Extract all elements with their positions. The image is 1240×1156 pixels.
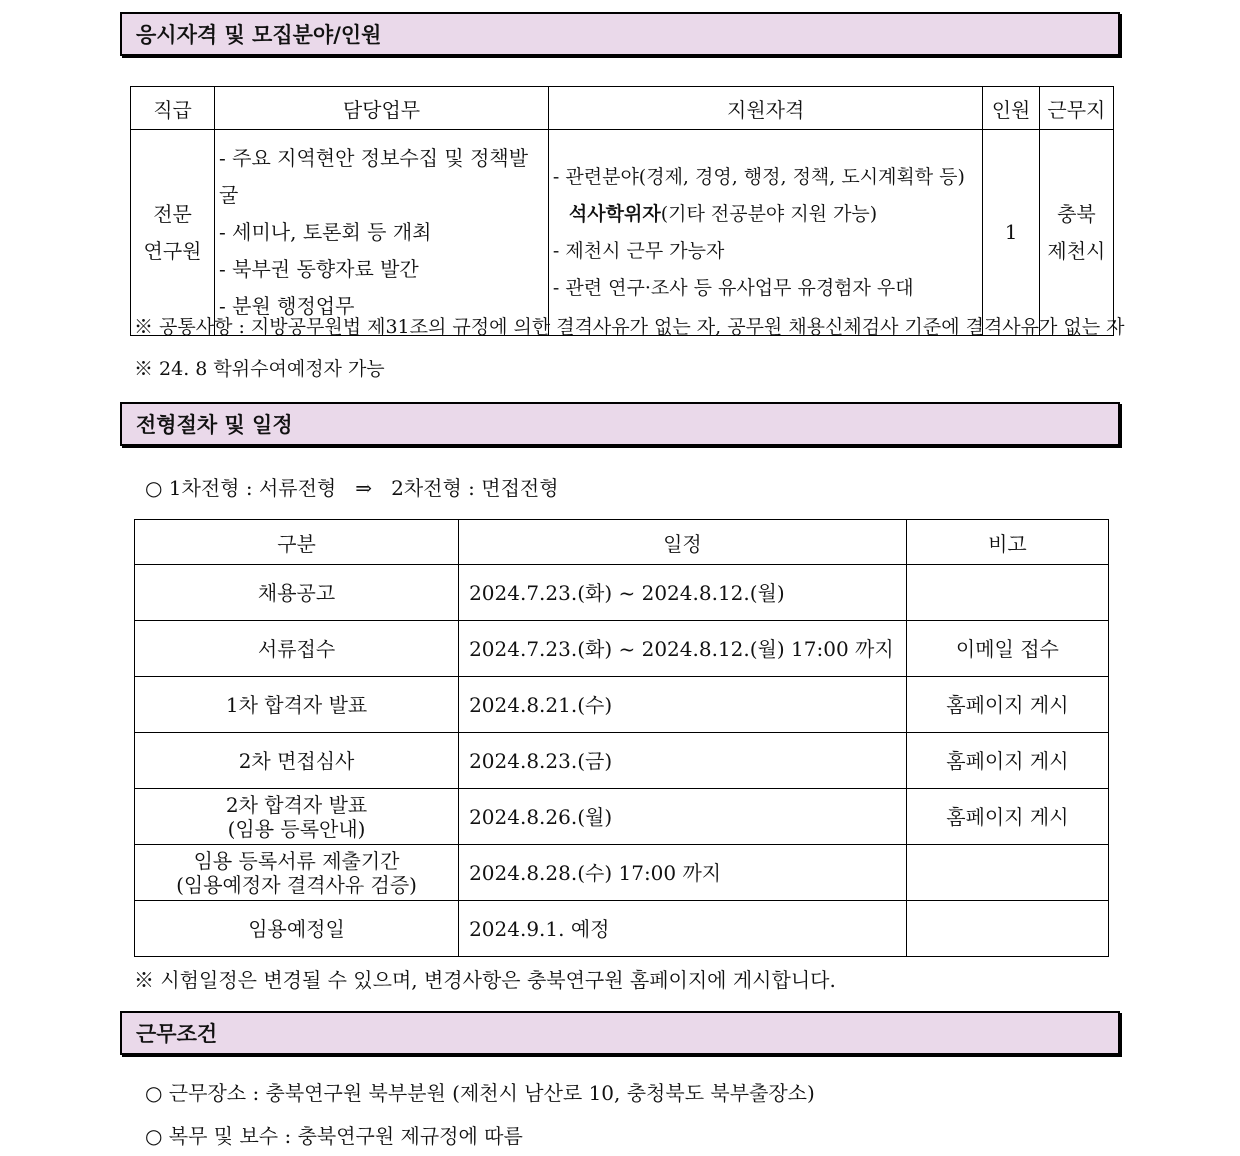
degree-rest: (기타 전공분야 지원 가능) — [660, 202, 878, 225]
degree-bold: 석사학위자 — [568, 202, 661, 225]
section-title-conditions — [120, 1011, 1120, 1055]
common-requirements-note: ※ 공통사항 : 지방공무원법 제31조의 규정에 의한 결격사유가 없는 자, 공무원 채용신체검사 기준에 결격사유가 없는 자 — [134, 316, 1125, 338]
schedule-note — [906, 565, 1108, 621]
recruitment-header-row — [131, 87, 1114, 130]
schedule-row — [135, 901, 1109, 957]
schedule-item — [135, 845, 459, 901]
schedule-item: 2차 면접심사 — [135, 733, 459, 789]
location-line-1: 충북 — [1057, 201, 1096, 226]
duties-cell — [215, 130, 549, 336]
section-title-qualification — [120, 12, 1120, 56]
header-remark: 비고 — [906, 520, 1108, 565]
schedule-row — [135, 733, 1109, 789]
schedule-row — [135, 845, 1109, 901]
work-location: ○ 근무장소 : 충북연구원 북부분원 (제천시 남산로 10, 충청북도 북부출장소) — [145, 1081, 815, 1105]
schedule-date: 2024.8.28.(수) 17:00 까지 — [459, 845, 907, 901]
schedule-note: 홈페이지 게시 — [906, 789, 1108, 845]
duty-item: - 북부권 동향자료 발간 — [219, 257, 419, 281]
header-category: 구분 — [135, 520, 459, 565]
schedule-row — [135, 789, 1109, 845]
rank-line-2: 연구원 — [143, 238, 202, 263]
qualification-item-degree — [553, 196, 978, 233]
duty-item: - 분원 행정업무 — [219, 294, 355, 318]
schedule-note: 홈페이지 게시 — [906, 677, 1108, 733]
service-pay: ○ 복무 및 보수 : 충북연구원 제규정에 따름 — [145, 1124, 523, 1148]
schedule-item-line: (임용예정자 결격사유 검증) — [176, 872, 417, 897]
header-duties: 담당업무 — [215, 87, 549, 130]
schedule-note — [906, 845, 1108, 901]
count-cell: 1 — [983, 130, 1039, 336]
schedule-item: 채용공고 — [135, 565, 459, 621]
location-line-2: 제천시 — [1047, 238, 1106, 263]
qualification-cell — [548, 130, 982, 336]
qualification-item: - 관련분야(경제, 경영, 행정, 정책, 도시계획학 등) — [552, 165, 965, 188]
header-schedule: 일정 — [459, 520, 907, 565]
schedule-row — [135, 621, 1109, 677]
schedule-header-row — [135, 520, 1109, 565]
schedule-note: 홈페이지 게시 — [906, 733, 1108, 789]
schedule-date: 2024.9.1. 예정 — [459, 901, 907, 957]
rank-line-1: 전문 — [153, 201, 192, 226]
schedule-item: 임용예정일 — [135, 901, 459, 957]
schedule-date: 2024.7.23.(화) ~ 2024.8.12.(월) — [459, 565, 907, 621]
qualification-item: - 제천시 근무 가능자 — [552, 239, 725, 262]
recruitment-row — [131, 130, 1114, 336]
header-location: 근무지 — [1039, 87, 1113, 130]
schedule-item: 1차 합격자 발표 — [135, 677, 459, 733]
schedule-date: 2024.8.23.(금) — [459, 733, 907, 789]
header-rank: 직급 — [131, 87, 215, 130]
schedule-date: 2024.8.21.(수) — [459, 677, 907, 733]
degree-note: ※ 24. 8 학위수여예정자 가능 — [134, 358, 385, 380]
schedule-item-line: 임용 등록서류 제출기간 — [193, 848, 400, 873]
duty-item: - 주요 지역현안 정보수집 및 정책발굴 — [219, 146, 529, 207]
schedule-item — [135, 789, 459, 845]
location-cell — [1039, 130, 1113, 336]
section1-title: 응시자격 및 모집분야/인원 — [136, 23, 382, 47]
schedule-change-note: ※ 시험일정은 변경될 수 있으며, 변경사항은 충북연구원 홈페이지에 게시합니다. — [134, 968, 836, 992]
rank-cell — [131, 130, 215, 336]
schedule-item: 서류접수 — [135, 621, 459, 677]
schedule-note — [906, 901, 1108, 957]
schedule-date: 2024.7.23.(화) ~ 2024.8.12.(월) 17:00 까지 — [459, 621, 907, 677]
schedule-note: 이메일 접수 — [906, 621, 1108, 677]
recruitment-table — [130, 86, 1114, 336]
header-qualification: 지원자격 — [548, 87, 982, 130]
process-summary: ○ 1차전형 : 서류전형 ⇒ 2차전형 : 면접전형 — [145, 476, 559, 500]
section-title-process — [120, 402, 1120, 446]
duty-item: - 세미나, 토론회 등 개최 — [219, 220, 432, 244]
schedule-table — [134, 519, 1109, 957]
schedule-item-line: (임용 등록안내) — [227, 816, 366, 841]
section2-title: 전형절차 및 일정 — [136, 413, 293, 437]
section3-title: 근무조건 — [136, 1022, 218, 1046]
schedule-date: 2024.8.26.(월) — [459, 789, 907, 845]
schedule-row — [135, 677, 1109, 733]
header-count: 인원 — [983, 87, 1039, 130]
schedule-row — [135, 565, 1109, 621]
schedule-item-line: 2차 합격자 발표 — [225, 792, 368, 817]
qualification-item: - 관련 연구·조사 등 유사업무 유경험자 우대 — [552, 276, 914, 299]
